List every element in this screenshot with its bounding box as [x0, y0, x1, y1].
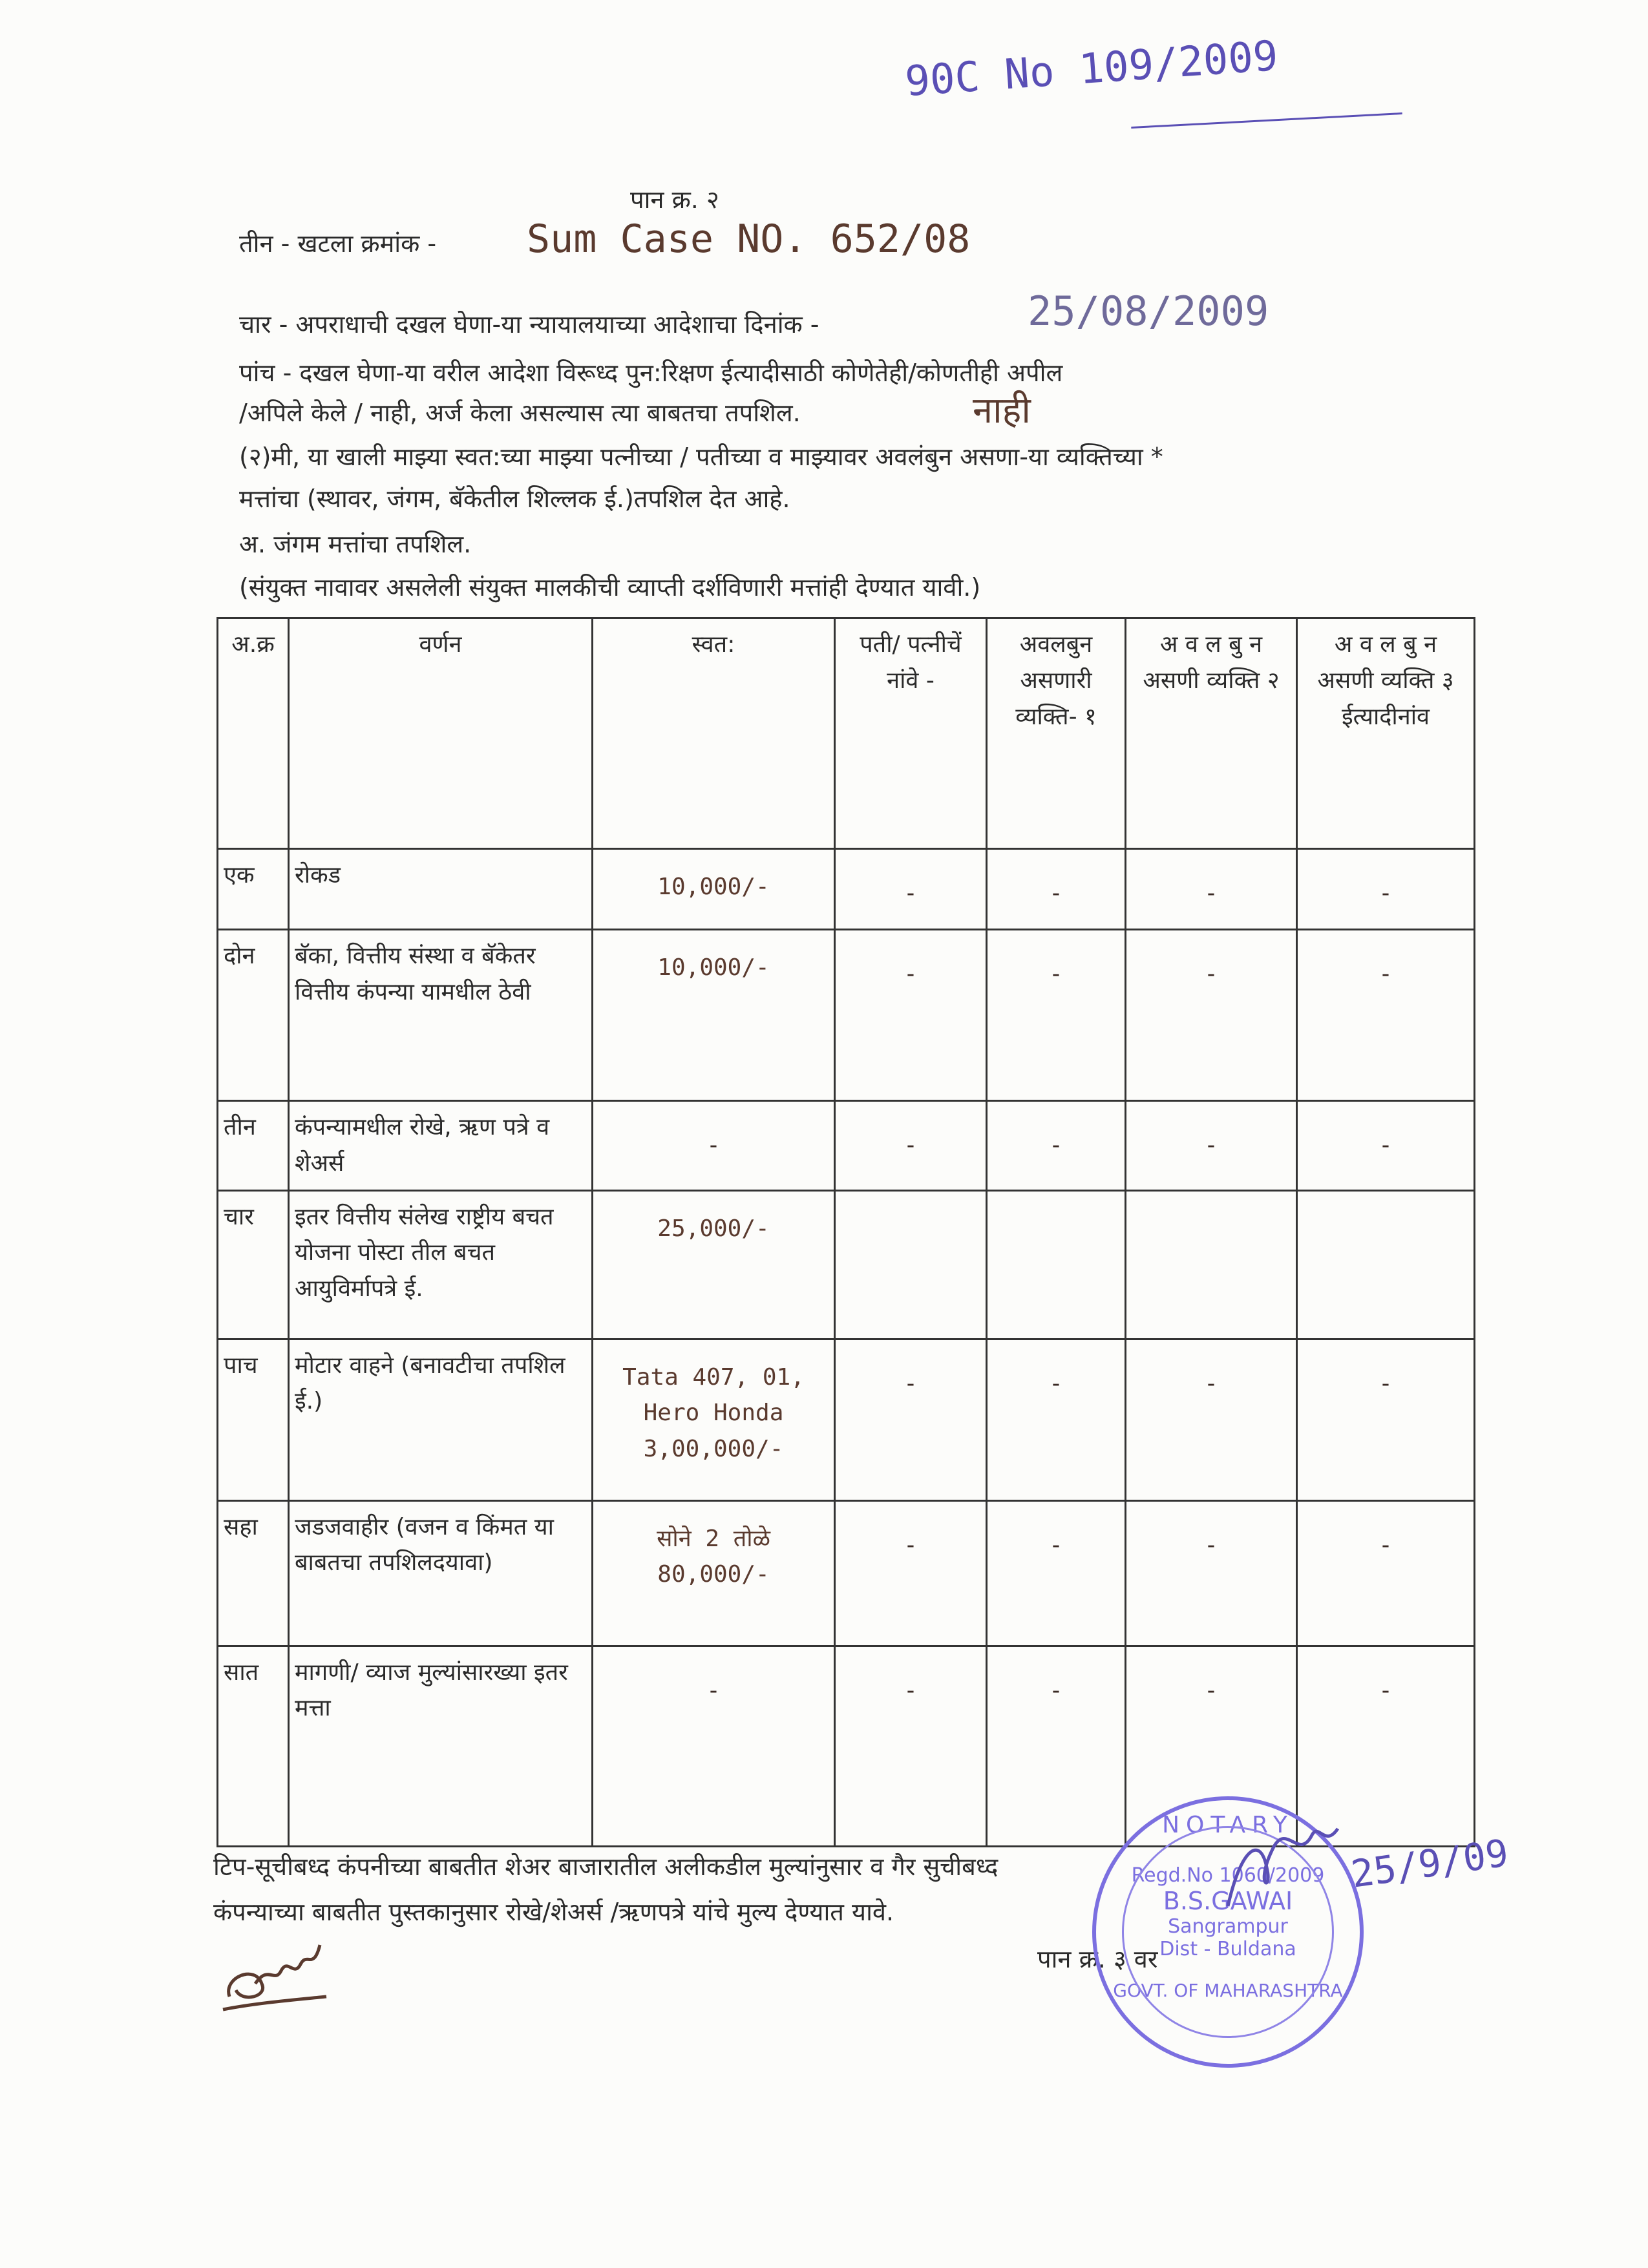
stamp-top: NOTARY — [1162, 1812, 1294, 1838]
header-dependent-2: अ व ल बु न असणी व्यक्ति २ — [1126, 618, 1297, 849]
row-other-value: - — [1126, 849, 1297, 930]
header-spouse: पती/ पत्नीचें नांवे - — [835, 618, 987, 849]
row-other-value: - — [1297, 849, 1475, 930]
continued-on-page: पान क्र. ३ वर — [1037, 1945, 1158, 1973]
header-dependent-1: अवलबुन असणारी व्यक्ति- १ — [987, 618, 1126, 849]
footnote-line-2: कंपन्याच्या बाबतीत पुस्तकानुसार रोखे/शेअर्स /ऋणपत्रे यांचे मुल्य देण्यात यावे. — [213, 1898, 894, 1926]
row-self-value: - — [593, 1646, 835, 1846]
stamp-name: B.S.GAWAI — [1163, 1887, 1293, 1915]
section-note: (संयुक्त नावावर असलेली संयुक्त मालकीची व्याप्ती दर्शविणारी मत्तांही देण्यात यावी.) — [239, 573, 981, 602]
table-row — [218, 1500, 1475, 1646]
row-other-value: - — [1297, 1101, 1475, 1191]
row-description: मोटार वाहने (बनावटीचा तपशिल ई.) — [289, 1339, 593, 1500]
row-other-value: - — [987, 1646, 1126, 1846]
row-description: बॅका, वित्तीय संस्था व बॅकेतर वित्तीय कंपन्या यामधील ठेवी — [289, 930, 593, 1101]
declaration-line-1: (२)मी, या खाली माझ्या स्वत:च्या माझ्या पत्नीच्या / पतीच्या व माझ्यावर अवलंबुन असणा-या व्यक्तिच्या * — [239, 443, 1163, 471]
row-other-value: - — [987, 1101, 1126, 1191]
row-description: जडजवाहीर (वजन व किंमत या बाबतचा तपशिलदयावा) — [289, 1500, 593, 1646]
row-serial: सहा — [218, 1500, 289, 1646]
row-other-value: - — [835, 1646, 987, 1846]
row-other-value: - — [1126, 1101, 1297, 1191]
notary-date: 25/9/09 — [1348, 1831, 1511, 1896]
case-number-value: Sum Case NO. 652/08 — [527, 216, 971, 262]
reference-underline — [1131, 112, 1402, 129]
declaration-line-2: मत्तांचा (स्थावर, जंगम, बॅकेतील शिल्लक ई.)तपशिल देत आहे. — [239, 485, 790, 513]
row-other-value: - — [1297, 930, 1475, 1101]
table-header-row — [218, 618, 1475, 849]
row-serial: पाच — [218, 1339, 289, 1500]
row-other-value: - — [987, 1500, 1126, 1646]
row-other-value: - — [1297, 1500, 1475, 1646]
stamp-place: Sangrampur — [1168, 1915, 1288, 1938]
header-description: वर्णन — [289, 618, 593, 849]
case-number-label: तीन - खटला क्रमांक - — [239, 229, 437, 258]
reference-number-handwritten: 90C No 109/2009 — [903, 32, 1280, 107]
signature — [217, 1938, 333, 2022]
row-serial: चार — [218, 1190, 289, 1339]
row-self-value: 25,000/- — [593, 1190, 835, 1339]
row-other-value: - — [835, 1101, 987, 1191]
row-description: कंपन्यामधील रोखे, ऋण पत्रे व शेअर्स — [289, 1101, 593, 1191]
row-other-value: - — [1297, 1646, 1475, 1846]
row-other-value: - — [835, 1339, 987, 1500]
footnote-line-1: टिप-सूचीबध्द कंपनीच्या बाबतीत शेअर बाजारातील अलीकडील मुल्यांनुसार व गैर सुचीबध्द — [213, 1853, 998, 1881]
appeal-line-2: /अपिले केले / नाही, अर्ज केला असल्यास त्या बाबतचा तपशिल. — [239, 399, 801, 427]
table-row — [218, 1339, 1475, 1500]
row-serial: सात — [218, 1646, 289, 1846]
row-other-value: - — [987, 930, 1126, 1101]
row-other-value: - — [1297, 1339, 1475, 1500]
movable-assets-table — [217, 617, 1475, 1847]
row-other-value — [1126, 1190, 1297, 1339]
row-serial: दोन — [218, 930, 289, 1101]
row-other-value: - — [1126, 1646, 1297, 1846]
row-other-value: - — [835, 930, 987, 1101]
header-dependent-3: अ व ल बु न असणी व्यक्ति ३ ईत्यादीनांव — [1297, 618, 1475, 849]
row-other-value: - — [1126, 1339, 1297, 1500]
table-row — [218, 930, 1475, 1101]
row-other-value — [835, 1190, 987, 1339]
row-other-value: - — [835, 849, 987, 930]
stamp-district: Dist - Buldana — [1159, 1938, 1296, 1960]
stamp-reg: Regd.No 1060/2009 — [1131, 1864, 1325, 1887]
stamp-bottom: GOVT. OF MAHARASHTRA — [1113, 1980, 1343, 2001]
row-description: इतर वित्तीय संलेख राष्ट्रीय बचत योजना पोस्टा तील बचत आयुविर्मापत्रे ई. — [289, 1190, 593, 1339]
header-self: स्वत: — [593, 618, 835, 849]
row-other-value: - — [987, 849, 1126, 930]
order-date-label: चार - अपराधाची दखल घेणा-या न्यायालयाच्या आदेशाचा दिनांक - — [239, 310, 819, 339]
row-other-value: - — [835, 1500, 987, 1646]
row-other-value: - — [987, 1339, 1126, 1500]
row-serial: तीन — [218, 1101, 289, 1191]
page-number: पान क्र. २ — [630, 185, 719, 214]
row-other-value: - — [1126, 930, 1297, 1101]
row-serial: एक — [218, 849, 289, 930]
row-self-value: 10,000/- — [593, 849, 835, 930]
row-other-value — [987, 1190, 1126, 1339]
table-row — [218, 1101, 1475, 1191]
row-other-value: - — [1126, 1500, 1297, 1646]
row-self-value: 10,000/- — [593, 930, 835, 1101]
header-serial: अ.क्र — [218, 618, 289, 849]
appeal-line-1: पांच - दखल घेणा-या वरील आदेशा विरूध्द पुन:रिक्षण ईत्यादीसाठी कोणेतेही/कोणतीही अपील — [239, 359, 1063, 387]
appeal-answer: नाही — [973, 390, 1031, 432]
table-row — [218, 849, 1475, 930]
notary-signature — [1215, 1809, 1344, 1926]
row-self-value: सोने 2 तोळे 80,000/- — [593, 1500, 835, 1646]
order-date-value: 25/08/2009 — [1028, 288, 1269, 335]
row-self-value: Tata 407, 01, Hero Honda 3,00,000/- — [593, 1339, 835, 1500]
table-row — [218, 1190, 1475, 1339]
row-description: मागणी/ व्याज मुल्यांसारख्या इतर मत्ता — [289, 1646, 593, 1846]
row-other-value — [1297, 1190, 1475, 1339]
row-description: रोकड — [289, 849, 593, 930]
row-self-value: - — [593, 1101, 835, 1191]
section-title: अ. जंगम मत्तांचा तपशिल. — [239, 530, 472, 558]
